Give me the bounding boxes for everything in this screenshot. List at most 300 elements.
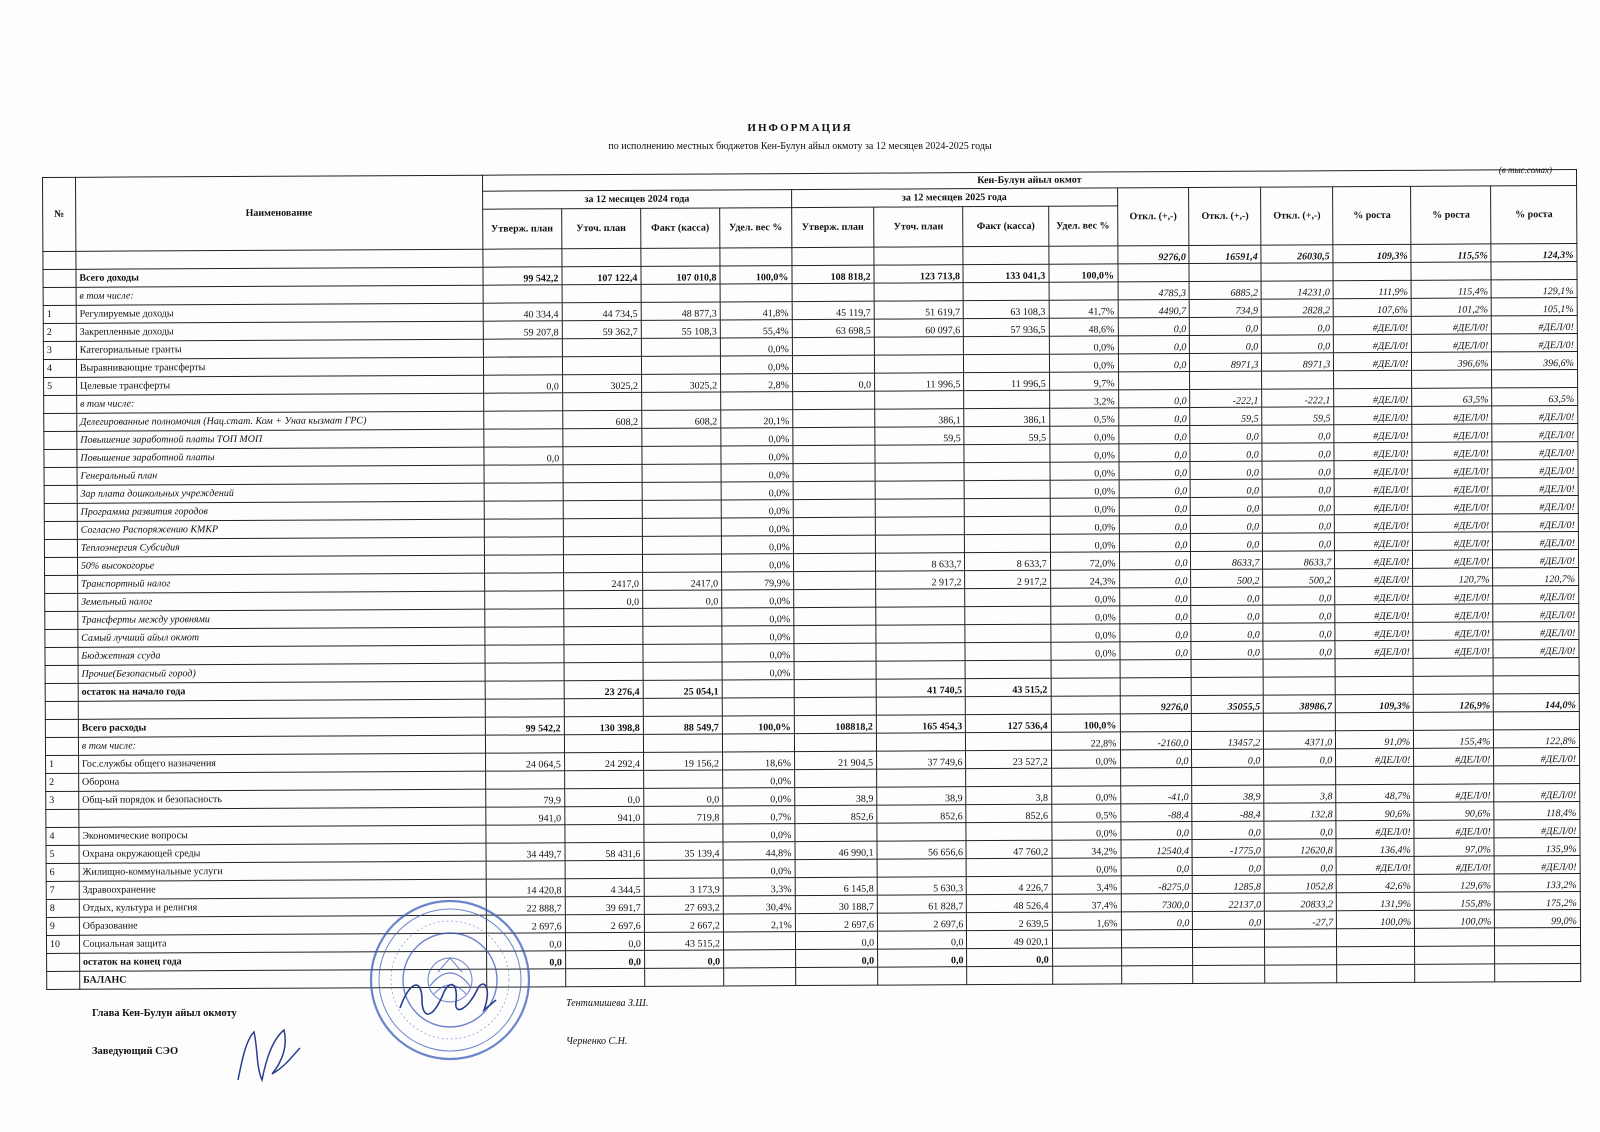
row-name: 50% высокогорье <box>77 555 484 575</box>
row-name: Прочие(Безопасный город) <box>78 663 485 683</box>
row-cell: 3025,2 <box>641 374 720 392</box>
row-cell: 26030,5 <box>1261 245 1333 263</box>
row-cell: 133,2% <box>1495 873 1581 891</box>
row-cell <box>722 698 794 716</box>
row-cell: #ДЕЛ/0! <box>1494 783 1580 801</box>
header-growth-1: % роста <box>1333 186 1411 244</box>
row-number <box>44 503 77 521</box>
row-cell: 1285,8 <box>1193 875 1265 893</box>
row-cell: 0,7% <box>723 806 795 824</box>
row-cell: #ДЕЛ/0! <box>1335 640 1413 658</box>
row-cell <box>793 553 875 571</box>
row-cell: #ДЕЛ/0! <box>1493 477 1579 495</box>
row-cell <box>1494 675 1580 693</box>
row-cell: 4371,0 <box>1264 731 1336 749</box>
row-number: 2 <box>46 773 79 791</box>
row-cell: 109,3% <box>1335 694 1413 712</box>
row-cell: 0,0 <box>1119 533 1191 551</box>
row-cell: 25 054,1 <box>643 680 722 698</box>
row-cell: #ДЕЛ/0! <box>1413 586 1493 604</box>
row-cell: 0,0 <box>1120 821 1192 839</box>
row-cell: #ДЕЛ/0! <box>1335 604 1413 622</box>
row-cell: 38986,7 <box>1264 695 1336 713</box>
row-cell: 18,6% <box>722 752 794 770</box>
row-cell: 108 818,2 <box>792 265 874 283</box>
row-cell <box>965 624 1050 642</box>
row-cell: 107,6% <box>1333 298 1411 316</box>
row-cell <box>1263 677 1335 695</box>
row-cell <box>966 822 1051 840</box>
row-cell: 0,0 <box>1191 533 1263 551</box>
row-cell: 0,0 <box>564 788 643 806</box>
row-cell: 39 691,7 <box>565 896 644 914</box>
row-cell: 0,0 <box>644 788 723 806</box>
row-cell: 0,5% <box>1051 804 1120 822</box>
row-number: 7 <box>46 881 79 899</box>
row-cell <box>966 696 1051 714</box>
row-cell: 0,0% <box>1050 534 1119 552</box>
row-cell <box>1334 370 1412 388</box>
header-dev-3: Откл. (+,-) <box>1261 187 1333 245</box>
row-cell: -88,4 <box>1120 803 1192 821</box>
row-cell <box>643 626 722 644</box>
row-cell <box>1413 676 1493 694</box>
row-cell: 1052,8 <box>1264 875 1336 893</box>
row-cell: 0,0% <box>1051 642 1120 660</box>
row-cell <box>878 967 967 985</box>
row-cell <box>793 427 875 445</box>
row-cell: 500,2 <box>1263 569 1335 587</box>
row-cell: 7300,0 <box>1121 893 1193 911</box>
row-cell <box>1052 966 1121 984</box>
row-cell <box>641 356 720 374</box>
row-cell: 22 888,7 <box>486 897 565 915</box>
row-cell <box>965 642 1050 660</box>
row-cell: -2160,0 <box>1120 731 1192 749</box>
row-cell <box>792 337 874 355</box>
row-cell <box>484 465 563 483</box>
row-number <box>45 611 78 629</box>
header-period-2025: за 12 месяцев 2025 года <box>791 188 1117 208</box>
row-cell: #ДЕЛ/0! <box>1412 424 1492 442</box>
row-number <box>44 467 77 485</box>
row-cell: 11 996,5 <box>964 372 1049 390</box>
row-cell: 0,0 <box>1118 443 1190 461</box>
row-cell <box>565 860 644 878</box>
row-cell: 0,0 <box>1118 335 1190 353</box>
row-cell <box>876 643 965 661</box>
row-cell: 48,7% <box>1336 784 1414 802</box>
header-revised-2025: Уточ. план <box>874 207 964 247</box>
row-cell <box>876 733 965 751</box>
row-number <box>44 521 77 539</box>
row-name: в том числе: <box>76 285 483 305</box>
row-cell: 100,0% <box>1051 714 1120 732</box>
row-cell <box>642 446 721 464</box>
row-cell <box>1414 766 1494 784</box>
row-cell <box>966 732 1051 750</box>
row-cell: 0,0 <box>1119 623 1191 641</box>
row-cell: #ДЕЛ/0! <box>1413 514 1493 532</box>
row-cell: #ДЕЛ/0! <box>1336 856 1414 874</box>
row-cell <box>1337 946 1415 964</box>
head-name: Тентимишева З.Ш. <box>566 998 649 1009</box>
row-cell: #ДЕЛ/0! <box>1412 496 1492 514</box>
row-cell: 0,0 <box>1118 353 1190 371</box>
row-cell <box>642 554 721 572</box>
row-cell: #ДЕЛ/0! <box>1493 513 1579 531</box>
row-cell: 48 526,4 <box>967 894 1052 912</box>
row-name: Экономические вопросы <box>79 825 486 845</box>
row-cell <box>643 608 722 626</box>
row-cell: 23 276,4 <box>564 680 643 698</box>
row-cell <box>485 699 564 717</box>
row-cell: 0,0 <box>484 447 563 465</box>
row-cell: 2 917,2 <box>876 571 965 589</box>
row-cell: 0,0% <box>720 356 792 374</box>
row-cell: 27 693,2 <box>644 896 723 914</box>
row-name: Теплоэнергия Субсидия <box>77 537 484 557</box>
row-cell: 0,0 <box>1262 479 1334 497</box>
row-cell: 2 697,6 <box>795 913 877 931</box>
row-cell: 8633,7 <box>1191 551 1263 569</box>
row-number: 3 <box>46 791 79 809</box>
row-cell: 0,0% <box>721 446 793 464</box>
row-cell: #ДЕЛ/0! <box>1333 316 1411 334</box>
row-cell <box>877 823 966 841</box>
row-cell <box>484 591 563 609</box>
row-name: Охрана окружающей среды <box>79 843 486 863</box>
row-cell <box>875 391 964 409</box>
row-cell: 0,0 <box>1263 587 1335 605</box>
row-cell: 0,0% <box>721 500 793 518</box>
row-cell <box>1333 262 1411 280</box>
row-cell: 61 828,7 <box>877 895 966 913</box>
document-title: ИНФОРМАЦИЯ <box>747 122 853 134</box>
row-cell: 100,0% <box>1049 264 1118 282</box>
table-body <box>43 243 1581 989</box>
row-cell <box>1494 711 1580 729</box>
row-cell: 0,0 <box>1191 497 1263 515</box>
row-cell <box>564 608 643 626</box>
row-cell: 0,0% <box>1050 498 1119 516</box>
row-cell: #ДЕЛ/0! <box>1334 478 1412 496</box>
row-cell: 0,0% <box>1049 336 1118 354</box>
row-cell: 100,0% <box>722 716 794 734</box>
row-cell <box>875 499 964 517</box>
row-cell <box>564 626 643 644</box>
row-cell <box>1120 659 1192 677</box>
row-cell: #ДЕЛ/0! <box>1335 568 1413 586</box>
row-cell: 72,0% <box>1050 552 1119 570</box>
row-name: Выравнивающие трансферты <box>76 357 483 377</box>
row-cell <box>483 357 562 375</box>
row-cell: 129,6% <box>1414 874 1494 892</box>
row-cell: 130 398,8 <box>564 716 643 734</box>
row-cell: 101,2% <box>1411 298 1491 316</box>
row-cell: 0,0% <box>1050 606 1119 624</box>
row-cell <box>1336 712 1414 730</box>
row-cell <box>793 463 875 481</box>
row-cell <box>1120 767 1192 785</box>
row-cell <box>1264 767 1336 785</box>
row-cell: 2 697,6 <box>486 915 565 933</box>
row-cell: 97,0% <box>1414 838 1494 856</box>
header-growth-3: % роста <box>1491 185 1577 243</box>
row-cell <box>643 734 722 752</box>
row-cell <box>1118 371 1190 389</box>
row-number: 4 <box>46 827 79 845</box>
row-cell <box>486 861 565 879</box>
row-cell: 132,8 <box>1264 803 1336 821</box>
row-cell <box>793 499 875 517</box>
row-cell: 118,4% <box>1494 801 1580 819</box>
row-cell: 0,0 <box>1262 335 1334 353</box>
row-cell <box>1263 659 1335 677</box>
row-cell: 0,0 <box>1263 641 1335 659</box>
row-cell <box>1494 765 1580 783</box>
row-cell <box>722 680 794 698</box>
row-cell: 59,5 <box>875 427 964 445</box>
row-cell: 60 097,6 <box>874 319 963 337</box>
row-cell: 0,0 <box>1263 515 1335 533</box>
row-cell: 9276,0 <box>1120 695 1192 713</box>
row-cell: 43 515,2 <box>644 932 723 950</box>
row-cell <box>643 698 722 716</box>
row-cell: 136,4% <box>1336 838 1414 856</box>
row-cell: #ДЕЛ/0! <box>1493 495 1579 513</box>
row-number <box>44 431 77 449</box>
row-cell: 0,0 <box>1121 857 1193 875</box>
row-cell <box>643 662 722 680</box>
row-cell: 100,0% <box>720 266 792 284</box>
row-cell: 0,0 <box>565 950 644 968</box>
row-cell: 59 362,7 <box>562 320 641 338</box>
row-cell <box>1189 263 1261 281</box>
row-cell <box>642 482 721 500</box>
header-org: Кен-Булун айыл окмот <box>482 169 1576 191</box>
row-cell: 0,0 <box>1119 551 1191 569</box>
row-cell: 0,0% <box>722 608 794 626</box>
row-cell <box>876 625 965 643</box>
row-cell <box>1051 678 1120 696</box>
row-cell <box>1117 263 1189 281</box>
row-cell: 2417,0 <box>642 572 721 590</box>
row-cell <box>964 390 1049 408</box>
row-cell: 107 122,4 <box>562 266 641 284</box>
row-name: Оборона <box>78 771 485 791</box>
row-cell: 44 734,5 <box>562 302 641 320</box>
row-name: Повышение заработной платы ТОП МОП <box>77 429 484 449</box>
row-cell <box>485 771 564 789</box>
row-cell: 2417,0 <box>563 572 642 590</box>
row-cell: 0,0 <box>877 931 966 949</box>
row-cell: 63,5% <box>1412 388 1492 406</box>
row-cell: 3,3% <box>723 878 795 896</box>
row-cell: 941,0 <box>485 807 564 825</box>
row-cell <box>563 446 642 464</box>
row-cell: 90,6% <box>1336 802 1414 820</box>
row-cell <box>1192 713 1264 731</box>
row-cell: 23 527,2 <box>966 750 1051 768</box>
row-cell <box>486 825 565 843</box>
row-cell <box>724 968 796 986</box>
row-cell: 24,3% <box>1050 570 1119 588</box>
row-cell: 0,0 <box>1119 497 1191 515</box>
row-cell: 4785,3 <box>1118 281 1190 299</box>
row-number: 4 <box>43 359 76 377</box>
row-cell: 0,0% <box>1052 858 1121 876</box>
row-name: Всего доходы <box>76 267 483 287</box>
row-cell: 0,0 <box>1190 425 1262 443</box>
header-name: Наименование <box>75 175 482 251</box>
row-cell: 129,1% <box>1491 279 1577 297</box>
row-name: Повышение заработной платы <box>77 447 484 467</box>
row-cell <box>1413 658 1493 676</box>
row-cell: 123 713,8 <box>874 265 963 283</box>
row-cell: #ДЕЛ/0! <box>1414 784 1494 802</box>
row-cell <box>964 444 1049 462</box>
row-name: Общ-ый порядок и безопасность <box>79 789 486 809</box>
row-cell: 0,0% <box>723 824 795 842</box>
row-cell: 0,0% <box>1051 750 1120 768</box>
row-name: Регулируемые доходы <box>76 303 483 323</box>
row-cell <box>1193 965 1265 983</box>
row-cell: 9276,0 <box>1117 245 1189 263</box>
row-cell: 0,0 <box>1263 623 1335 641</box>
row-cell: 37 749,6 <box>877 751 966 769</box>
row-cell <box>483 429 562 447</box>
seo-title: Заведующий СЭО <box>92 1046 179 1057</box>
row-cell: 0,0 <box>1262 443 1334 461</box>
row-name: Согласно Распоряжению КМКР <box>77 519 484 539</box>
row-cell: 0,0 <box>1193 911 1265 929</box>
row-cell: 0,0 <box>486 933 565 951</box>
row-cell: 0,0 <box>1119 461 1191 479</box>
row-cell <box>484 501 563 519</box>
signature-head-icon <box>392 970 502 1030</box>
row-cell <box>794 625 876 643</box>
row-cell: -222,1 <box>1190 389 1262 407</box>
row-cell: 0,0% <box>721 554 793 572</box>
row-cell: 2,8% <box>720 374 792 392</box>
row-name: Гос.службы общего назначения <box>78 753 485 773</box>
row-cell: 386,1 <box>964 408 1049 426</box>
row-cell: 99 542,2 <box>483 267 562 285</box>
row-name: Отдых, культура и религия <box>79 897 486 917</box>
row-cell: #ДЕЛ/0! <box>1492 333 1578 351</box>
row-cell: 0,0% <box>1050 480 1119 498</box>
row-cell <box>1411 262 1491 280</box>
row-cell <box>1192 677 1264 695</box>
row-cell <box>1265 929 1337 947</box>
row-cell: 3025,2 <box>562 374 641 392</box>
row-cell <box>1415 964 1495 982</box>
row-cell: 0,0 <box>1191 515 1263 533</box>
row-cell: 0,0 <box>1192 749 1264 767</box>
row-cell: 0,0 <box>1190 443 1262 461</box>
row-cell <box>1264 713 1336 731</box>
row-cell: 0,0 <box>1192 857 1264 875</box>
row-number <box>45 737 78 755</box>
row-cell: 0,0 <box>1192 821 1264 839</box>
header-share-2025: Удел. вес % <box>1048 206 1117 246</box>
row-cell <box>796 967 878 985</box>
row-cell: 4 226,7 <box>967 876 1052 894</box>
row-cell: 0,0% <box>721 464 793 482</box>
row-cell <box>963 246 1048 264</box>
row-cell: 0,0% <box>1049 426 1118 444</box>
seo-name: Черненко С.Н. <box>566 1036 628 1047</box>
row-cell: 24 292,4 <box>564 752 643 770</box>
row-cell: 6885,2 <box>1189 281 1261 299</box>
row-cell: #ДЕЛ/0! <box>1334 334 1412 352</box>
document-subtitle: по исполнению местных бюджетов Кен-Булун айыл окмоту за 12 месяцев 2024-2025 годы <box>608 141 992 152</box>
row-name: Всего расходы <box>78 717 485 737</box>
row-cell: 0,0% <box>722 590 794 608</box>
row-cell: 0,0% <box>1051 786 1120 804</box>
row-cell: 3 173,9 <box>644 878 723 896</box>
row-cell <box>877 769 966 787</box>
row-name <box>79 807 486 827</box>
row-cell <box>484 573 563 591</box>
row-cell <box>562 392 641 410</box>
row-cell <box>1491 261 1577 279</box>
row-cell: 41,7% <box>1049 300 1118 318</box>
row-cell: 0,0 <box>1119 479 1191 497</box>
row-cell: 0,0 <box>563 590 642 608</box>
row-cell <box>563 536 642 554</box>
row-cell: 0,0 <box>1118 389 1190 407</box>
row-cell: 0,0 <box>1190 335 1262 353</box>
row-cell <box>643 644 722 662</box>
row-cell <box>876 607 965 625</box>
row-cell: 852,6 <box>795 805 877 823</box>
row-cell: 1,6% <box>1052 912 1121 930</box>
row-cell: 79,9% <box>722 572 794 590</box>
row-cell: 0,0% <box>1051 624 1120 642</box>
row-cell <box>965 516 1050 534</box>
row-cell <box>965 534 1050 552</box>
row-name <box>78 699 485 719</box>
row-cell: 155,8% <box>1415 892 1495 910</box>
row-cell: 100,0% <box>1415 910 1495 928</box>
row-cell: #ДЕЛ/0! <box>1493 531 1579 549</box>
row-cell: 38,9 <box>795 787 877 805</box>
row-cell: #ДЕЛ/0! <box>1413 532 1493 550</box>
row-cell <box>1120 677 1192 695</box>
row-cell <box>483 285 562 303</box>
row-cell <box>793 571 875 589</box>
row-cell <box>563 482 642 500</box>
head-title: Глава Кен-Булун айыл окмоту <box>92 1008 237 1019</box>
row-cell: 24 064,5 <box>485 753 564 771</box>
row-cell: #ДЕЛ/0! <box>1412 406 1492 424</box>
row-cell: 0,0 <box>1118 317 1190 335</box>
row-cell <box>794 769 876 787</box>
row-cell <box>1121 965 1193 983</box>
row-cell <box>724 950 796 968</box>
row-cell: 51 619,7 <box>874 301 963 319</box>
row-cell <box>794 733 876 751</box>
row-cell: #ДЕЛ/0! <box>1335 514 1413 532</box>
row-cell: 126,9% <box>1414 694 1494 712</box>
row-cell: 396,6% <box>1492 351 1578 369</box>
row-cell <box>794 679 876 697</box>
row-name: Здравоохранение <box>79 879 486 899</box>
row-cell: 2,1% <box>723 914 795 932</box>
row-cell <box>485 735 564 753</box>
